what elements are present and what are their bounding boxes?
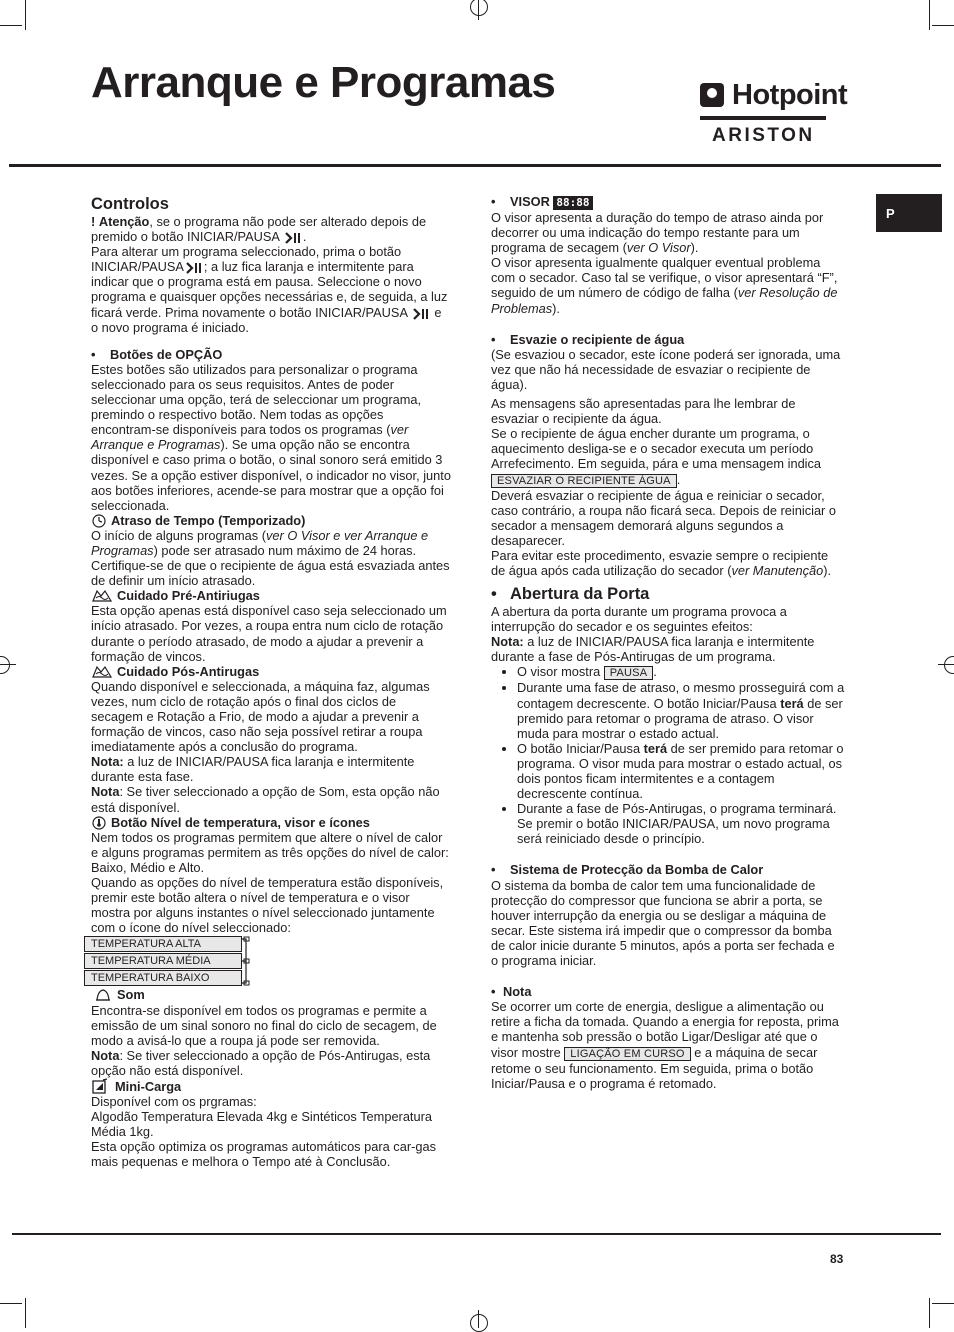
crop-mark: [929, 1298, 930, 1328]
visor-display: 88:88: [553, 196, 592, 210]
temperature-levels: [84, 936, 254, 986]
thermometer-icon: [91, 815, 107, 830]
opcao-heading: • Botões de OPÇÃO: [91, 347, 451, 362]
pre-heading: Cuidado Pré-Antiriugas: [91, 588, 451, 603]
level-bracket-icon: [241, 936, 251, 986]
left-column: [91, 194, 451, 1170]
temp-text2: Quando as opções do nível de temperatura estão disponíveis, premir este botão altera o nível de temperatura e o visor mostra por alguns instantes o nível seleccionado juntamente com o ícone do nível seleccionado:: [91, 875, 444, 936]
esvazie-text2: As mensagens são apresentadas para lhe lembrar de esvaziar o recipiente da água.: [491, 396, 796, 427]
controlos-heading: Controlos: [91, 195, 169, 213]
registration-mark-top: [470, 0, 488, 16]
temp-level-media: TEMPERATURA MÉDIA: [84, 953, 242, 969]
mini-l3: Esta opção optimiza os programas automáticos para car-gas mais pequenas e melhora o Tempo até à Conclusão.: [91, 1139, 436, 1170]
crop-mark: [25, 0, 26, 30]
brand-sub: ARISTON: [712, 125, 815, 146]
visor-text2: O visor apresenta igualmente qualquer eventual problema com o secador. Caso tal se verifique, o visor apresentará “F”, seguido de um número de código de falha (ver Resolução de Problemas).: [491, 255, 838, 316]
list-item: • Durante a fase de Pós-Antirugas, o programa terminará. Se premir o botão INICIAR/PAUSA, um novo programa será reiniciado desde o princípio.: [517, 801, 845, 846]
crop-mark: [929, 0, 930, 30]
mini-l1: Disponível com os prgramas:: [91, 1094, 257, 1110]
atencao-paragraph: ! Atenção, se o programa não pode ser alterado depois de premido o botão INICIAR/PAUSA .: [91, 214, 427, 245]
nota-heading: • Nota: [491, 984, 532, 1000]
header-rule: [9, 164, 941, 167]
porta-effects-list: [491, 664, 845, 846]
crop-mark: [932, 25, 954, 26]
atraso-text: O início de alguns programas (ver O Visor e ver Arranque e Programas) pode ser atrasado num máximo de 24 horas. Certifique-se de que o recipiente de água está esvaziada antes de definir um início atrasado.: [91, 527, 450, 589]
anti-crease-icon: [91, 588, 113, 603]
nota-text: Se ocorrer um corte de energia, desligue a alimentação ou retire a ficha da tomada. Quando a energia for reposta, prima e mantenha sob pressão o botão Ligar/Desligar até que o visor mostre LIGAÇÃO EM CURSO e a máquina de secar retome o seu funcionamento. Em seguida, prima o botão Iniciar/Pausa e o programa é retomado.: [491, 999, 839, 1091]
porta-heading: • Abertura da Porta: [491, 585, 650, 604]
esvazie-text4: Deverá esvaziar o recipiente de água e reiniciar o secador, caso contrário, a roupa não ficará seca. Depois de reiniciar o secador a mensagem demorará alguns segundos a desaparecer.: [491, 487, 836, 548]
alterar-paragraph: Para alterar um programa seleccionado, prima o botão INICIAR/PAUSA ; a luz fica laranja e intermitente para indicar que o programa está em pausa. Seleccione o novo programa e quaisquer opções necessárias e, de seguida, a luz ficará verde. Prima novamente o botão INICIAR/PAUSA e o novo programa é iniciado.: [91, 244, 448, 335]
registration-mark-right: [944, 656, 954, 674]
mini-l2: Algodão Temperatura Elevada 4kg e Sintéticos Temperatura Média 1kg.: [91, 1109, 432, 1140]
brand-logo: [700, 78, 860, 147]
esvazie-text5: Para evitar este procedimento, esvazie sempre o recipiente de água após cada utilização do secador (ver Manutenção).: [491, 547, 832, 578]
esvazie-text3: Se o recipiente de água encher durante um programa, o aquecimento desliga-se e o secador executa um período Arrefecimento. Em seguida, pára e uma mensagem indica ESVAZIAR O RECIPIENTE ÁGUA .: [491, 426, 822, 487]
clock-icon: [91, 513, 107, 528]
bomba-heading: • Sistema de Protecção da Bomba de Calor: [491, 862, 845, 877]
opcao-text: Estes botões são utilizados para personalizar o programa seleccionado para os seus requisitos. Antes de poder seleccionar uma opção, terá de seleccionar um programa, premindo o respectivo botão. Nem todas as opções encontram-se disponíveis para todos os programas (ver Arranque e Programas). Se uma opção não se encontra disponível e caso prima o botão, o sinal sonoro será emitido 3 vezes. Se a opção estiver disponível, o indicador no visor, junto aos botões inferiores, acende-se para mostrar que a opção foi seleccionada.: [91, 361, 451, 513]
footer-rule: [12, 1233, 941, 1235]
hotpoint-logo-icon: [700, 83, 724, 107]
logo-rule: [700, 116, 826, 120]
right-column: [491, 194, 845, 1091]
bomba-text: O sistema da bomba de calor tem uma funcionalidade de protecção do compressor que funciona se abrir a porta, se houver interrupção da energia ou se desligar a máquina de secar. Este sistema irá impedir que o compressor da bomba de calor inicie durante 5 minutos, após a porta ser fechada e o programa iniciar.: [491, 877, 835, 969]
crop-mark: [0, 25, 22, 26]
pos-text: Quando disponível e seleccionada, a máquina faz, algumas vezes, num ciclo de rotação após o final dos ciclos de secagem e Rotação a Frio, de modo a ajudar a prevenir a formação de vincos, caso não seja possível retirar a roupa imediatamente após a conclusão do programa.: [91, 678, 430, 755]
bell-icon: [93, 987, 113, 1002]
start-pause-icon: [186, 262, 202, 274]
pre-text: Esta opção apenas está disponível caso seja seleccionado um início atrasado. Por vezes, a roupa entra num ciclo de rotação durante o período atrasado, de modo a ajudar a prevenir a formação de vincos.: [91, 603, 447, 664]
pos-heading: Cuidado Pós-Antirugas: [91, 664, 451, 679]
brand-name: Hotpoint: [732, 78, 848, 111]
atraso-heading: Atraso de Tempo (Temporizado): [91, 513, 451, 528]
list-item: • O visor mostra PAUSA .: [517, 664, 845, 680]
anti-crease-icon: [91, 664, 113, 679]
page-number: 83: [830, 1252, 844, 1266]
pos-nota2: Nota: Se tiver seleccionado a opção de Som, esta opção não está disponível.: [91, 784, 440, 815]
language-tab: P: [876, 194, 942, 232]
esvazie-text1: (Se esvaziou o secador, este ícone poderá ser ignorada, uma vez que não há necessidade de esvaziar o recipiente de água).: [491, 346, 841, 392]
crop-mark: [932, 1303, 954, 1304]
registration-mark-left: [0, 656, 10, 674]
porta-text1: A abertura da porta durante um programa provoca a interrupção do secador e os seguintes efeitos:: [491, 604, 787, 635]
som-heading: Som: [93, 987, 451, 1002]
list-item: • Durante uma fase de atraso, o mesmo prosseguirá com a contagem decrescente. O botão Iniciar/Pausa terá de ser premido para retomar o programa de atraso. O visor muda para mostrar o estado actual.: [517, 680, 845, 740]
empty-water-message: ESVAZIAR O RECIPIENTE ÁGUA: [491, 474, 677, 488]
restart-message: LIGAÇÃO EM CURSO: [564, 1047, 690, 1061]
registration-mark-bottom: [470, 1314, 488, 1332]
visor-text1: O visor apresenta a duração do tempo de atraso ainda por decorrer ou uma indicação do tempo restante para um programa de secagem (ver O Visor).: [491, 210, 824, 256]
esvazie-heading: • Esvazie o recipiente de água: [491, 332, 845, 347]
pos-nota1: Nota: a luz de INICIAR/PAUSA fica laranja e intermitente durante esta fase.: [91, 754, 415, 785]
start-pause-icon: [413, 308, 429, 320]
list-item: • O botão Iniciar/Pausa terá de ser premido para retomar o programa. O visor muda para mostrar o estado actual, os dois pontos ficam intermitentes e a contagem decrescente contínua.: [517, 741, 845, 801]
mini-heading: Mini-Carga: [91, 1078, 451, 1094]
pause-message: PAUSA: [604, 666, 653, 680]
porta-nota: Nota: a luz de INICIAR/PAUSA fica laranja e intermitente durante a fase de Pós-Antirugas de um programa.: [491, 634, 815, 665]
som-nota: Nota: Se tiver seleccionado a opção de Pós-Antirugas, esta opção não está disponível.: [91, 1047, 431, 1078]
mini-load-icon: [91, 1078, 111, 1094]
crop-mark: [25, 1298, 26, 1328]
visor-heading: • VISOR 88:88: [491, 194, 845, 210]
page-title: Arranque e Programas: [91, 58, 556, 107]
crop-mark: [0, 1303, 22, 1304]
start-pause-icon: [285, 232, 301, 244]
temp-text1: Nem todos os programas permitem que altere o nível de calor e alguns programas permitem as três opções do nível de calor: Baixo, Médio e Alto.: [91, 829, 449, 875]
temp-level-baixo: TEMPERATURA BAIXO: [84, 970, 242, 986]
temp-level-alta: TEMPERATURA ALTA: [84, 936, 242, 952]
temp-heading: Botão Nível de temperatura, visor e ícones: [91, 815, 451, 830]
som-text: Encontra-se disponível em todos os programas e permite a emissão de um sinal sonoro no final do ciclo de secagem, de modo a avisá-lo que a roupa já pode ser removida.: [91, 1002, 437, 1048]
